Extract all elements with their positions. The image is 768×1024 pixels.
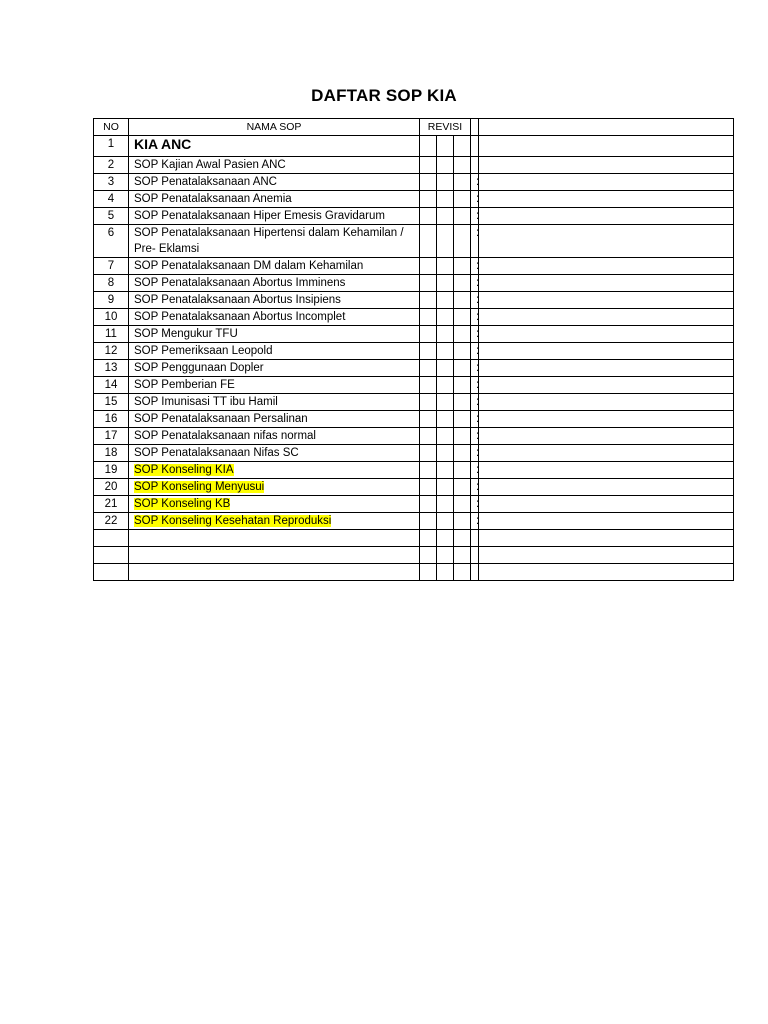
revisi-cell [454, 445, 471, 462]
empty-cell [471, 564, 479, 581]
table-cell [437, 136, 454, 157]
colon-cell: : [471, 343, 479, 360]
revisi-cell [454, 377, 471, 394]
value-cell [479, 513, 734, 530]
revisi-cell [437, 360, 454, 377]
empty-cell [94, 547, 129, 564]
revisi-cell [454, 309, 471, 326]
revisi-cell [454, 496, 471, 513]
colon-cell: : [471, 496, 479, 513]
sop-name: SOP Konseling Menyusui [134, 481, 265, 493]
table-row [94, 360, 734, 377]
row-number: 8 [94, 275, 129, 292]
table-row [94, 377, 734, 394]
table-cell [454, 136, 471, 157]
row-number: 17 [94, 428, 129, 445]
revisi-cell [420, 208, 437, 225]
colon-cell: : [471, 292, 479, 309]
colon-cell: : [471, 479, 479, 496]
table-row [94, 292, 734, 309]
value-cell [479, 309, 734, 326]
empty-row [94, 564, 734, 581]
revisi-cell [454, 292, 471, 309]
colon-cell: : [471, 225, 479, 258]
table-cell [479, 136, 734, 157]
sop-name: SOP Penatalaksanaan nifas normal [134, 430, 316, 442]
revisi-cell [420, 462, 437, 479]
revisi-cell [454, 394, 471, 411]
revisi-cell [420, 225, 437, 258]
row-number: 13 [94, 360, 129, 377]
empty-cell [454, 564, 471, 581]
revisi-cell [454, 258, 471, 275]
value-cell [479, 462, 734, 479]
value-cell [479, 258, 734, 275]
sop-name: SOP Imunisasi TT ibu Hamil [134, 396, 278, 408]
colon-cell: : [471, 174, 479, 191]
sop-name: SOP Penatalaksanaan Abortus Imminens [134, 277, 346, 289]
revisi-cell [437, 428, 454, 445]
colon-cell: : [471, 360, 479, 377]
revisi-cell [454, 513, 471, 530]
row-number: 19 [94, 462, 129, 479]
sop-name-cell [129, 258, 420, 275]
sop-name-cell [129, 479, 420, 496]
revisi-cell [437, 445, 454, 462]
row-number: 7 [94, 258, 129, 275]
sop-name-cell [129, 428, 420, 445]
table-row [94, 326, 734, 343]
colon-cell: : [471, 445, 479, 462]
sop-name: SOP Penatalaksanaan ANC [134, 176, 277, 188]
empty-cell [479, 547, 734, 564]
revisi-cell [437, 411, 454, 428]
revisi-cell [454, 225, 471, 258]
sop-name-cell [129, 157, 420, 174]
revisi-cell [437, 174, 454, 191]
sop-name: SOP Penatalaksanaan Abortus Incomplet [134, 311, 346, 323]
revisi-cell [437, 326, 454, 343]
revisi-cell [437, 275, 454, 292]
sop-name: SOP Konseling KIA [134, 464, 234, 476]
empty-cell [479, 530, 734, 547]
empty-cell [420, 564, 437, 581]
value-cell [479, 428, 734, 445]
sop-name-cell [129, 394, 420, 411]
table-row [94, 157, 734, 174]
empty-row [94, 530, 734, 547]
section-no: 1 [94, 136, 129, 157]
revisi-cell [420, 496, 437, 513]
value-cell [479, 343, 734, 360]
sop-name-cell [129, 445, 420, 462]
sop-name: SOP Kajian Awal Pasien ANC [134, 159, 286, 171]
revisi-cell [420, 326, 437, 343]
value-cell [479, 208, 734, 225]
colon-cell: : [471, 411, 479, 428]
revisi-cell [454, 428, 471, 445]
revisi-cell [420, 157, 437, 174]
value-cell [479, 445, 734, 462]
revisi-cell [454, 479, 471, 496]
colon-cell: : [471, 394, 479, 411]
sop-name-cell [129, 275, 420, 292]
revisi-cell [420, 411, 437, 428]
value-cell [479, 360, 734, 377]
table-row [94, 275, 734, 292]
sop-name: SOP Konseling KB [134, 498, 231, 510]
revisi-cell [437, 462, 454, 479]
page-title: DAFTAR SOP KIA [311, 86, 457, 105]
colon-cell: : [471, 326, 479, 343]
revisi-cell [420, 445, 437, 462]
table-row [94, 208, 734, 225]
revisi-cell [437, 208, 454, 225]
sop-name: SOP Penatalaksanaan Hipertensi dalam Kehamilan / Pre- Eklamsi [134, 227, 404, 255]
row-number: 6 [94, 225, 129, 258]
sop-name: SOP Pemeriksaan Leopold [134, 345, 273, 357]
header-no: NO [94, 119, 129, 136]
value-cell [479, 292, 734, 309]
sop-name: SOP Penggunaan Dopler [134, 362, 264, 374]
empty-cell [129, 547, 420, 564]
empty-cell [94, 564, 129, 581]
revisi-cell [437, 292, 454, 309]
value-cell [479, 411, 734, 428]
table-row [94, 445, 734, 462]
table-header-row [94, 119, 734, 136]
revisi-cell [454, 174, 471, 191]
revisi-cell [420, 377, 437, 394]
row-number: 11 [94, 326, 129, 343]
table-cell [471, 136, 479, 157]
row-number: 9 [94, 292, 129, 309]
sop-name: SOP Mengukur TFU [134, 328, 238, 340]
table-row [94, 309, 734, 326]
revisi-cell [454, 343, 471, 360]
revisi-cell [437, 157, 454, 174]
revisi-cell [454, 411, 471, 428]
revisi-cell [437, 513, 454, 530]
revisi-cell [420, 428, 437, 445]
sop-name-cell [129, 292, 420, 309]
colon-cell: : [471, 258, 479, 275]
empty-cell [471, 547, 479, 564]
colon-cell: : [471, 428, 479, 445]
sop-name: SOP Penatalaksanaan Anemia [134, 193, 292, 205]
value-cell [479, 157, 734, 174]
value-cell [479, 326, 734, 343]
sop-name: SOP Penatalaksanaan Nifas SC [134, 447, 299, 459]
header-revisi: REVISI [420, 119, 471, 136]
sop-name: SOP Penatalaksanaan DM dalam Kehamilan [134, 260, 364, 272]
header-blank-1 [471, 119, 479, 136]
table-row [94, 513, 734, 530]
revisi-cell [420, 343, 437, 360]
sop-name-cell [129, 411, 420, 428]
table-row [94, 496, 734, 513]
sop-name: SOP Penatalaksanaan Abortus Insipiens [134, 294, 341, 306]
empty-cell [437, 564, 454, 581]
revisi-cell [437, 343, 454, 360]
row-number: 21 [94, 496, 129, 513]
sop-name-cell [129, 377, 420, 394]
header-blank-2 [479, 119, 734, 136]
empty-cell [129, 530, 420, 547]
row-number: 12 [94, 343, 129, 360]
table-row [94, 191, 734, 208]
sop-table [93, 118, 734, 581]
colon-cell: : [471, 309, 479, 326]
row-number: 14 [94, 377, 129, 394]
revisi-cell [454, 157, 471, 174]
table-row [94, 225, 734, 258]
empty-row [94, 547, 734, 564]
sop-name-cell [129, 360, 420, 377]
revisi-cell [437, 225, 454, 258]
sop-name-cell [129, 225, 420, 258]
row-number: 5 [94, 208, 129, 225]
revisi-cell [437, 191, 454, 208]
revisi-cell [420, 309, 437, 326]
revisi-cell [454, 462, 471, 479]
sop-name: SOP Konseling Kesehatan Reproduksi [134, 515, 332, 527]
sop-name-cell [129, 191, 420, 208]
row-number: 15 [94, 394, 129, 411]
revisi-cell [454, 275, 471, 292]
empty-cell [437, 530, 454, 547]
sop-name-cell [129, 343, 420, 360]
sop-name: SOP Pemberian FE [134, 379, 235, 391]
colon-cell: : [471, 377, 479, 394]
revisi-cell [454, 326, 471, 343]
colon-cell: : [471, 208, 479, 225]
table-row [94, 462, 734, 479]
revisi-cell [420, 292, 437, 309]
revisi-cell [454, 191, 471, 208]
sop-name-cell [129, 513, 420, 530]
revisi-cell [420, 513, 437, 530]
table-row [94, 174, 734, 191]
header-name: NAMA SOP [129, 119, 420, 136]
value-cell [479, 377, 734, 394]
revisi-cell [420, 191, 437, 208]
value-cell [479, 275, 734, 292]
row-number: 20 [94, 479, 129, 496]
sop-name: SOP Penatalaksanaan Hiper Emesis Gravidarum [134, 210, 385, 222]
row-number: 3 [94, 174, 129, 191]
colon-cell: : [471, 513, 479, 530]
table-row [94, 343, 734, 360]
revisi-cell [420, 394, 437, 411]
table-row [94, 411, 734, 428]
empty-cell [437, 547, 454, 564]
sop-name-cell [129, 496, 420, 513]
row-number: 2 [94, 157, 129, 174]
value-cell [479, 479, 734, 496]
revisi-cell [420, 479, 437, 496]
revisi-cell [420, 174, 437, 191]
revisi-cell [420, 258, 437, 275]
value-cell [479, 394, 734, 411]
revisi-cell [420, 275, 437, 292]
revisi-cell [437, 309, 454, 326]
empty-cell [471, 530, 479, 547]
row-number: 10 [94, 309, 129, 326]
value-cell [479, 191, 734, 208]
row-number: 16 [94, 411, 129, 428]
colon-cell: : [471, 462, 479, 479]
sop-name: SOP Penatalaksanaan Persalinan [134, 413, 308, 425]
revisi-cell [454, 360, 471, 377]
revisi-cell [437, 377, 454, 394]
empty-cell [454, 530, 471, 547]
colon-cell: : [471, 275, 479, 292]
section-row [94, 136, 734, 157]
revisi-cell [437, 258, 454, 275]
revisi-cell [437, 479, 454, 496]
empty-cell [479, 564, 734, 581]
colon-cell: : [471, 191, 479, 208]
table-row [94, 479, 734, 496]
row-number: 18 [94, 445, 129, 462]
empty-cell [454, 547, 471, 564]
revisi-cell [420, 360, 437, 377]
table-row [94, 258, 734, 275]
sop-name-cell [129, 208, 420, 225]
revisi-cell [437, 394, 454, 411]
sop-name-cell [129, 462, 420, 479]
table-cell [420, 136, 437, 157]
colon-cell [471, 157, 479, 174]
table-row [94, 428, 734, 445]
row-number: 22 [94, 513, 129, 530]
revisi-cell [437, 496, 454, 513]
row-number: 4 [94, 191, 129, 208]
empty-cell [94, 530, 129, 547]
empty-cell [129, 564, 420, 581]
revisi-cell [454, 208, 471, 225]
sop-name-cell [129, 309, 420, 326]
section-title: KIA ANC [129, 136, 420, 157]
value-cell [479, 225, 734, 258]
empty-cell [420, 530, 437, 547]
sop-name-cell [129, 174, 420, 191]
empty-cell [420, 547, 437, 564]
sop-name-cell [129, 326, 420, 343]
table-row [94, 394, 734, 411]
value-cell [479, 496, 734, 513]
value-cell [479, 174, 734, 191]
